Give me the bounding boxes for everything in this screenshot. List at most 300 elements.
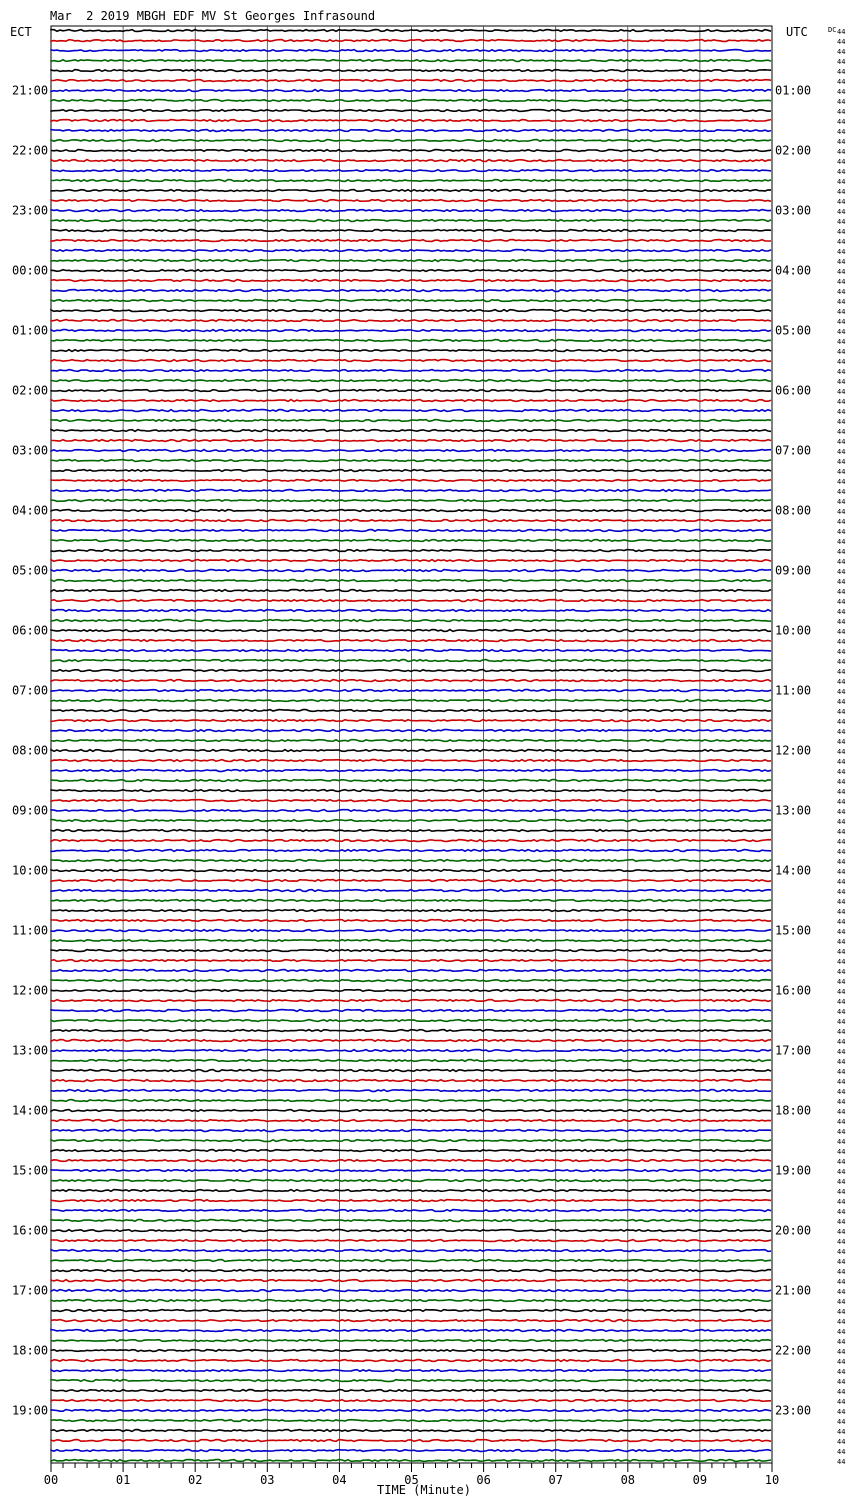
scale-value-label: 44 (837, 48, 846, 56)
scale-value-label: 44 (837, 368, 846, 376)
trace-line (51, 990, 771, 992)
x-tick-label: 08 (620, 1473, 636, 1487)
trace-line (51, 1230, 771, 1232)
trace-line (51, 980, 771, 982)
scale-value-label: 44 (837, 308, 846, 316)
scale-value-label: 44 (837, 378, 846, 386)
scale-value-label: 44 (837, 518, 846, 526)
left-hour-label: 21:00 (12, 83, 49, 98)
left-hour-label: 03:00 (12, 443, 49, 458)
left-hour-label: 06:00 (12, 623, 49, 638)
scale-value-label: 44 (837, 648, 846, 656)
trace-line (51, 220, 771, 222)
scale-value-label: 44 (837, 948, 846, 956)
left-hour-label: 10:00 (12, 863, 49, 878)
trace-line (51, 100, 771, 102)
trace-line (51, 340, 771, 342)
left-hour-label: 17:00 (12, 1283, 49, 1298)
scale-value-label: 44 (837, 528, 846, 536)
scale-value-label: 44 (837, 938, 846, 946)
scale-value-label: 44 (837, 1278, 846, 1286)
trace-line (51, 890, 771, 892)
scale-value-label: 44 (837, 98, 846, 106)
scale-value-label: 44 (837, 108, 846, 116)
left-hour-label: 23:00 (12, 203, 49, 218)
scale-value-label: 44 (837, 1228, 846, 1236)
scale-value-label: 44 (837, 1028, 846, 1036)
right-hour-label: 20:00 (775, 1223, 812, 1238)
scale-value-label: 44 (837, 968, 846, 976)
scale-value-label: 44 (837, 118, 846, 126)
scale-value-label: 44 (837, 828, 846, 836)
scale-value-label: 44 (837, 388, 846, 396)
trace-line (51, 1120, 771, 1122)
scale-value-label: 44 (837, 408, 846, 416)
scale-value-label: 44 (837, 548, 846, 556)
scale-value-label: 44 (837, 498, 846, 506)
trace-line (51, 390, 771, 392)
left-hour-label: 09:00 (12, 803, 49, 818)
trace-line (51, 250, 771, 252)
trace-line (51, 470, 771, 472)
scale-value-label: 44 (837, 178, 846, 186)
scale-value-label: 44 (837, 1138, 846, 1146)
trace-line (51, 1210, 771, 1212)
left-hour-label: 14:00 (12, 1103, 49, 1118)
trace-line (51, 310, 771, 312)
scale-value-label: 44 (837, 188, 846, 196)
x-tick-label: 05 (404, 1473, 419, 1487)
scale-value-label: 44 (837, 428, 846, 436)
scale-value-label: 44 (837, 1318, 846, 1326)
trace-line (51, 1390, 771, 1392)
scale-value-label: 44 (837, 328, 846, 336)
scale-value-label: 44 (837, 688, 846, 696)
trace-line (51, 630, 771, 632)
scale-value-label: 44 (837, 728, 846, 736)
trace-line (51, 690, 771, 692)
trace-line (51, 500, 771, 502)
trace-line (51, 440, 771, 442)
trace-line (51, 200, 771, 202)
right-hour-label: 08:00 (775, 503, 812, 518)
trace-line (51, 280, 771, 282)
trace-line (51, 1410, 771, 1412)
trace-line (51, 1370, 771, 1372)
scale-value-label: 44 (837, 1298, 846, 1306)
trace-line (51, 1240, 771, 1242)
right-hour-label: 17:00 (775, 1043, 812, 1058)
scale-value-label: 44 (837, 258, 846, 266)
scale-value-label: 44 (837, 738, 846, 746)
trace-line (51, 290, 771, 292)
trace-line (51, 380, 771, 382)
left-hour-label: 13:00 (12, 1043, 49, 1058)
scale-value-label: 44 (837, 1198, 846, 1206)
scale-value-label: 44 (837, 288, 846, 296)
scale-value-label: 44 (837, 488, 846, 496)
trace-line (51, 840, 771, 842)
right-hour-label: 06:00 (775, 383, 812, 398)
right-hour-label: 16:00 (775, 983, 812, 998)
scale-value-label: 44 (837, 878, 846, 886)
trace-line (51, 1110, 771, 1112)
trace-line (51, 810, 771, 812)
scale-value-label: 44 (837, 1388, 846, 1396)
scale-value-label: 44 (837, 708, 846, 716)
trace-line (51, 880, 771, 882)
trace-line (51, 1430, 771, 1432)
trace-line (51, 590, 771, 592)
scale-value-label: 44 (837, 168, 846, 176)
scale-value-label: 44 (837, 418, 846, 426)
scale-value-label: 44 (837, 658, 846, 666)
scale-value-label: 44 (837, 1258, 846, 1266)
scale-value-label: 44 (837, 458, 846, 466)
scale-value-label: 44 (837, 1378, 846, 1386)
scale-value-label: 44 (837, 1448, 846, 1456)
trace-line (51, 40, 771, 42)
scale-value-label: 44 (837, 58, 846, 66)
scale-value-label: 44 (837, 808, 846, 816)
scale-value-label: 44 (837, 788, 846, 796)
scale-value-label: 44 (837, 1118, 846, 1126)
scale-value-label: 44 (837, 678, 846, 686)
x-tick-label: 04 (332, 1473, 347, 1487)
trace-line (51, 650, 771, 652)
right-hour-label: 01:00 (775, 83, 812, 98)
scale-value-label: 44 (837, 1248, 846, 1256)
x-tick-label: 07 (548, 1473, 563, 1487)
scale-value-label: 44 (837, 1348, 846, 1356)
scale-value-label: 44 (837, 1418, 846, 1426)
trace-line (51, 410, 771, 412)
trace-line (51, 750, 771, 752)
trace-line (51, 1220, 771, 1222)
trace-line (51, 680, 771, 682)
trace-line (51, 1090, 771, 1092)
scale-value-label: 44 (837, 468, 846, 476)
scale-value-label: 44 (837, 1108, 846, 1116)
trace-line (51, 1340, 771, 1342)
right-zone-label: UTC (786, 25, 808, 39)
trace-line (51, 970, 771, 972)
scale-value-label: 44 (837, 538, 846, 546)
trace-line (51, 730, 771, 732)
trace-line (51, 560, 771, 562)
trace-line (51, 1180, 771, 1182)
trace-line (51, 1170, 771, 1172)
trace-line (51, 1040, 771, 1042)
trace-line (51, 230, 771, 232)
trace-line (51, 660, 771, 662)
trace-line (51, 180, 771, 182)
trace-line (51, 110, 771, 112)
trace-line (51, 830, 771, 832)
scale-value-label: 44 (837, 1268, 846, 1276)
trace-line (51, 900, 771, 902)
trace-line (51, 1200, 771, 1202)
trace-line (51, 1440, 771, 1442)
trace-line (51, 510, 771, 512)
trace-line (51, 1280, 771, 1282)
trace-line (51, 300, 771, 302)
trace-line (51, 1140, 771, 1142)
scale-value-label: 44 (837, 1048, 846, 1056)
trace-line (51, 1360, 771, 1362)
scale-value-label: 44 (837, 638, 846, 646)
trace-line (51, 1420, 771, 1422)
scale-value-label: 44 (837, 908, 846, 916)
left-hour-label: 22:00 (12, 143, 49, 158)
scale-value-label: 44 (837, 1178, 846, 1186)
scale-value-label: 44 (837, 128, 846, 136)
scale-value-label: 44 (837, 838, 846, 846)
trace-line (51, 530, 771, 532)
right-hour-label: 23:00 (775, 1403, 812, 1418)
scale-value-label: 44 (837, 918, 846, 926)
trace-line (51, 210, 771, 212)
trace-line (51, 1000, 771, 1002)
scale-value-label: 44 (837, 448, 846, 456)
trace-line (51, 770, 771, 772)
scale-value-label: 44 (837, 1428, 846, 1436)
scale-value-label: 44 (837, 578, 846, 586)
trace-line (51, 1070, 771, 1072)
scale-value-label: 44 (837, 1398, 846, 1406)
scale-value-label: 44 (837, 1288, 846, 1296)
scale-value-label: 44 (837, 88, 846, 96)
right-hour-label: 04:00 (775, 263, 812, 278)
trace-line (51, 1250, 771, 1252)
scale-value-label: 44 (837, 158, 846, 166)
trace-line (51, 1100, 771, 1102)
trace-line (51, 240, 771, 242)
trace-line (51, 260, 771, 262)
scale-value-label: 44 (837, 1188, 846, 1196)
scale-value-label: 44 (837, 28, 846, 36)
scale-value-label: 44 (837, 698, 846, 706)
scale-value-label: 44 (837, 1058, 846, 1066)
left-hour-label: 00:00 (12, 263, 49, 278)
x-tick-label: 00 (43, 1473, 59, 1487)
scale-value-label: 44 (837, 478, 846, 486)
trace-line (51, 950, 771, 952)
trace-line (51, 850, 771, 852)
scale-value-label: 44 (837, 1098, 846, 1106)
scale-value-label: 44 (837, 1408, 846, 1416)
scale-value-label: 44 (837, 1338, 846, 1346)
left-hour-label: 05:00 (12, 563, 49, 578)
trace-line (51, 90, 771, 92)
scale-header: DC (828, 26, 837, 34)
scale-value-label: 44 (837, 38, 846, 46)
scale-value-label: 44 (837, 1438, 846, 1446)
trace-line (51, 50, 771, 52)
left-hour-label: 01:00 (12, 323, 49, 338)
trace-line (51, 70, 771, 72)
trace-line (51, 1450, 771, 1452)
trace-line (51, 140, 771, 142)
scale-value-label: 44 (837, 778, 846, 786)
scale-value-label: 44 (837, 1458, 846, 1466)
scale-value-label: 44 (837, 1008, 846, 1016)
scale-value-label: 44 (837, 358, 846, 366)
trace-line (51, 1460, 771, 1462)
x-axis-label: TIME (Minute) (377, 1483, 471, 1497)
left-hour-label: 07:00 (12, 683, 49, 698)
scale-value-label: 44 (837, 338, 846, 346)
scale-value-label: 44 (837, 218, 846, 226)
trace-line (51, 670, 771, 672)
scale-value-label: 44 (837, 318, 846, 326)
scale-value-label: 44 (837, 1128, 846, 1136)
trace-line (51, 450, 771, 452)
right-hour-label: 09:00 (775, 563, 812, 578)
trace-line (51, 330, 771, 332)
trace-line (51, 1330, 771, 1332)
trace-line (51, 1050, 771, 1052)
trace-line (51, 820, 771, 822)
left-hour-label: 16:00 (12, 1223, 49, 1238)
scale-value-label: 44 (837, 1088, 846, 1096)
scale-value-label: 44 (837, 438, 846, 446)
scale-value-label: 44 (837, 758, 846, 766)
scale-value-label: 44 (837, 628, 846, 636)
trace-line (51, 620, 771, 622)
scale-value-label: 44 (837, 1238, 846, 1246)
trace-line (51, 520, 771, 522)
trace-line (51, 80, 771, 82)
scale-value-label: 44 (837, 1068, 846, 1076)
scale-value-label: 44 (837, 558, 846, 566)
scale-value-label: 44 (837, 1368, 846, 1376)
trace-line (51, 700, 771, 702)
trace-line (51, 910, 771, 912)
trace-line (51, 120, 771, 122)
trace-line (51, 60, 771, 62)
scale-value-label: 44 (837, 348, 846, 356)
trace-line (51, 160, 771, 162)
scale-value-label: 44 (837, 608, 846, 616)
trace-line (51, 1300, 771, 1302)
trace-line (51, 1350, 771, 1352)
trace-line (51, 30, 771, 32)
trace-line (51, 960, 771, 962)
trace-line (51, 720, 771, 722)
x-tick-label: 03 (260, 1473, 275, 1487)
right-hour-label: 12:00 (775, 743, 812, 758)
scale-value-label: 44 (837, 958, 846, 966)
scale-value-label: 44 (837, 798, 846, 806)
scale-value-label: 44 (837, 568, 846, 576)
scale-value-label: 44 (837, 978, 846, 986)
right-hour-label: 11:00 (775, 683, 812, 698)
scale-value-label: 44 (837, 148, 846, 156)
trace-line (51, 940, 771, 942)
scale-value-label: 44 (837, 748, 846, 756)
x-tick-label: 01 (115, 1473, 131, 1487)
trace-line (51, 1310, 771, 1312)
trace-line (51, 190, 771, 192)
scale-value-label: 44 (837, 278, 846, 286)
scale-value-label: 44 (837, 888, 846, 896)
scale-value-label: 44 (837, 858, 846, 866)
scale-value-label: 44 (837, 1308, 846, 1316)
scale-value-label: 44 (837, 1038, 846, 1046)
trace-line (51, 350, 771, 352)
trace-line (51, 1150, 771, 1152)
trace-line (51, 790, 771, 792)
trace-line (51, 710, 771, 712)
scale-value-label: 44 (837, 1168, 846, 1176)
trace-line (51, 320, 771, 322)
trace-line (51, 400, 771, 402)
scale-value-label: 44 (837, 818, 846, 826)
left-hour-label: 12:00 (12, 983, 49, 998)
left-hour-label: 04:00 (12, 503, 49, 518)
left-zone-label: ECT (10, 25, 32, 39)
scale-value-label: 44 (837, 248, 846, 256)
right-hour-label: 19:00 (775, 1163, 812, 1178)
scale-value-label: 44 (837, 1328, 846, 1336)
trace-line (51, 1270, 771, 1272)
trace-line (51, 1030, 771, 1032)
scale-value-label: 44 (837, 618, 846, 626)
scale-value-label: 44 (837, 198, 846, 206)
x-tick-label: 09 (692, 1473, 708, 1487)
trace-line (51, 1130, 771, 1132)
right-hour-label: 05:00 (775, 323, 812, 338)
scale-value-label: 44 (837, 848, 846, 856)
trace-line (51, 480, 771, 482)
trace-line (51, 1320, 771, 1322)
trace-line (51, 1080, 771, 1082)
scale-value-label: 44 (837, 998, 846, 1006)
trace-line (51, 570, 771, 572)
trace-line (51, 930, 771, 932)
trace-line (51, 740, 771, 742)
scale-value-label: 44 (837, 598, 846, 606)
right-hour-label: 13:00 (775, 803, 812, 818)
scale-value-label: 44 (837, 298, 846, 306)
scale-value-label: 44 (837, 238, 846, 246)
scale-value-label: 44 (837, 588, 846, 596)
scale-value-label: 44 (837, 898, 846, 906)
trace-line (51, 430, 771, 432)
trace-line (51, 870, 771, 872)
right-hour-label: 10:00 (775, 623, 812, 638)
scale-value-label: 44 (837, 1018, 846, 1026)
trace-line (51, 860, 771, 862)
trace-line (51, 800, 771, 802)
left-hour-label: 15:00 (12, 1163, 49, 1178)
trace-line (51, 1060, 771, 1062)
trace-line (51, 1020, 771, 1022)
trace-line (51, 360, 771, 362)
scale-value-label: 44 (837, 508, 846, 516)
right-hour-label: 18:00 (775, 1103, 812, 1118)
scale-value-label: 44 (837, 398, 846, 406)
trace-line (51, 1260, 771, 1262)
right-hour-label: 14:00 (775, 863, 812, 878)
trace-line (51, 1160, 771, 1162)
trace-line (51, 130, 771, 132)
left-hour-label: 02:00 (12, 383, 49, 398)
trace-line (51, 1190, 771, 1192)
trace-line (51, 780, 771, 782)
trace-line (51, 610, 771, 612)
